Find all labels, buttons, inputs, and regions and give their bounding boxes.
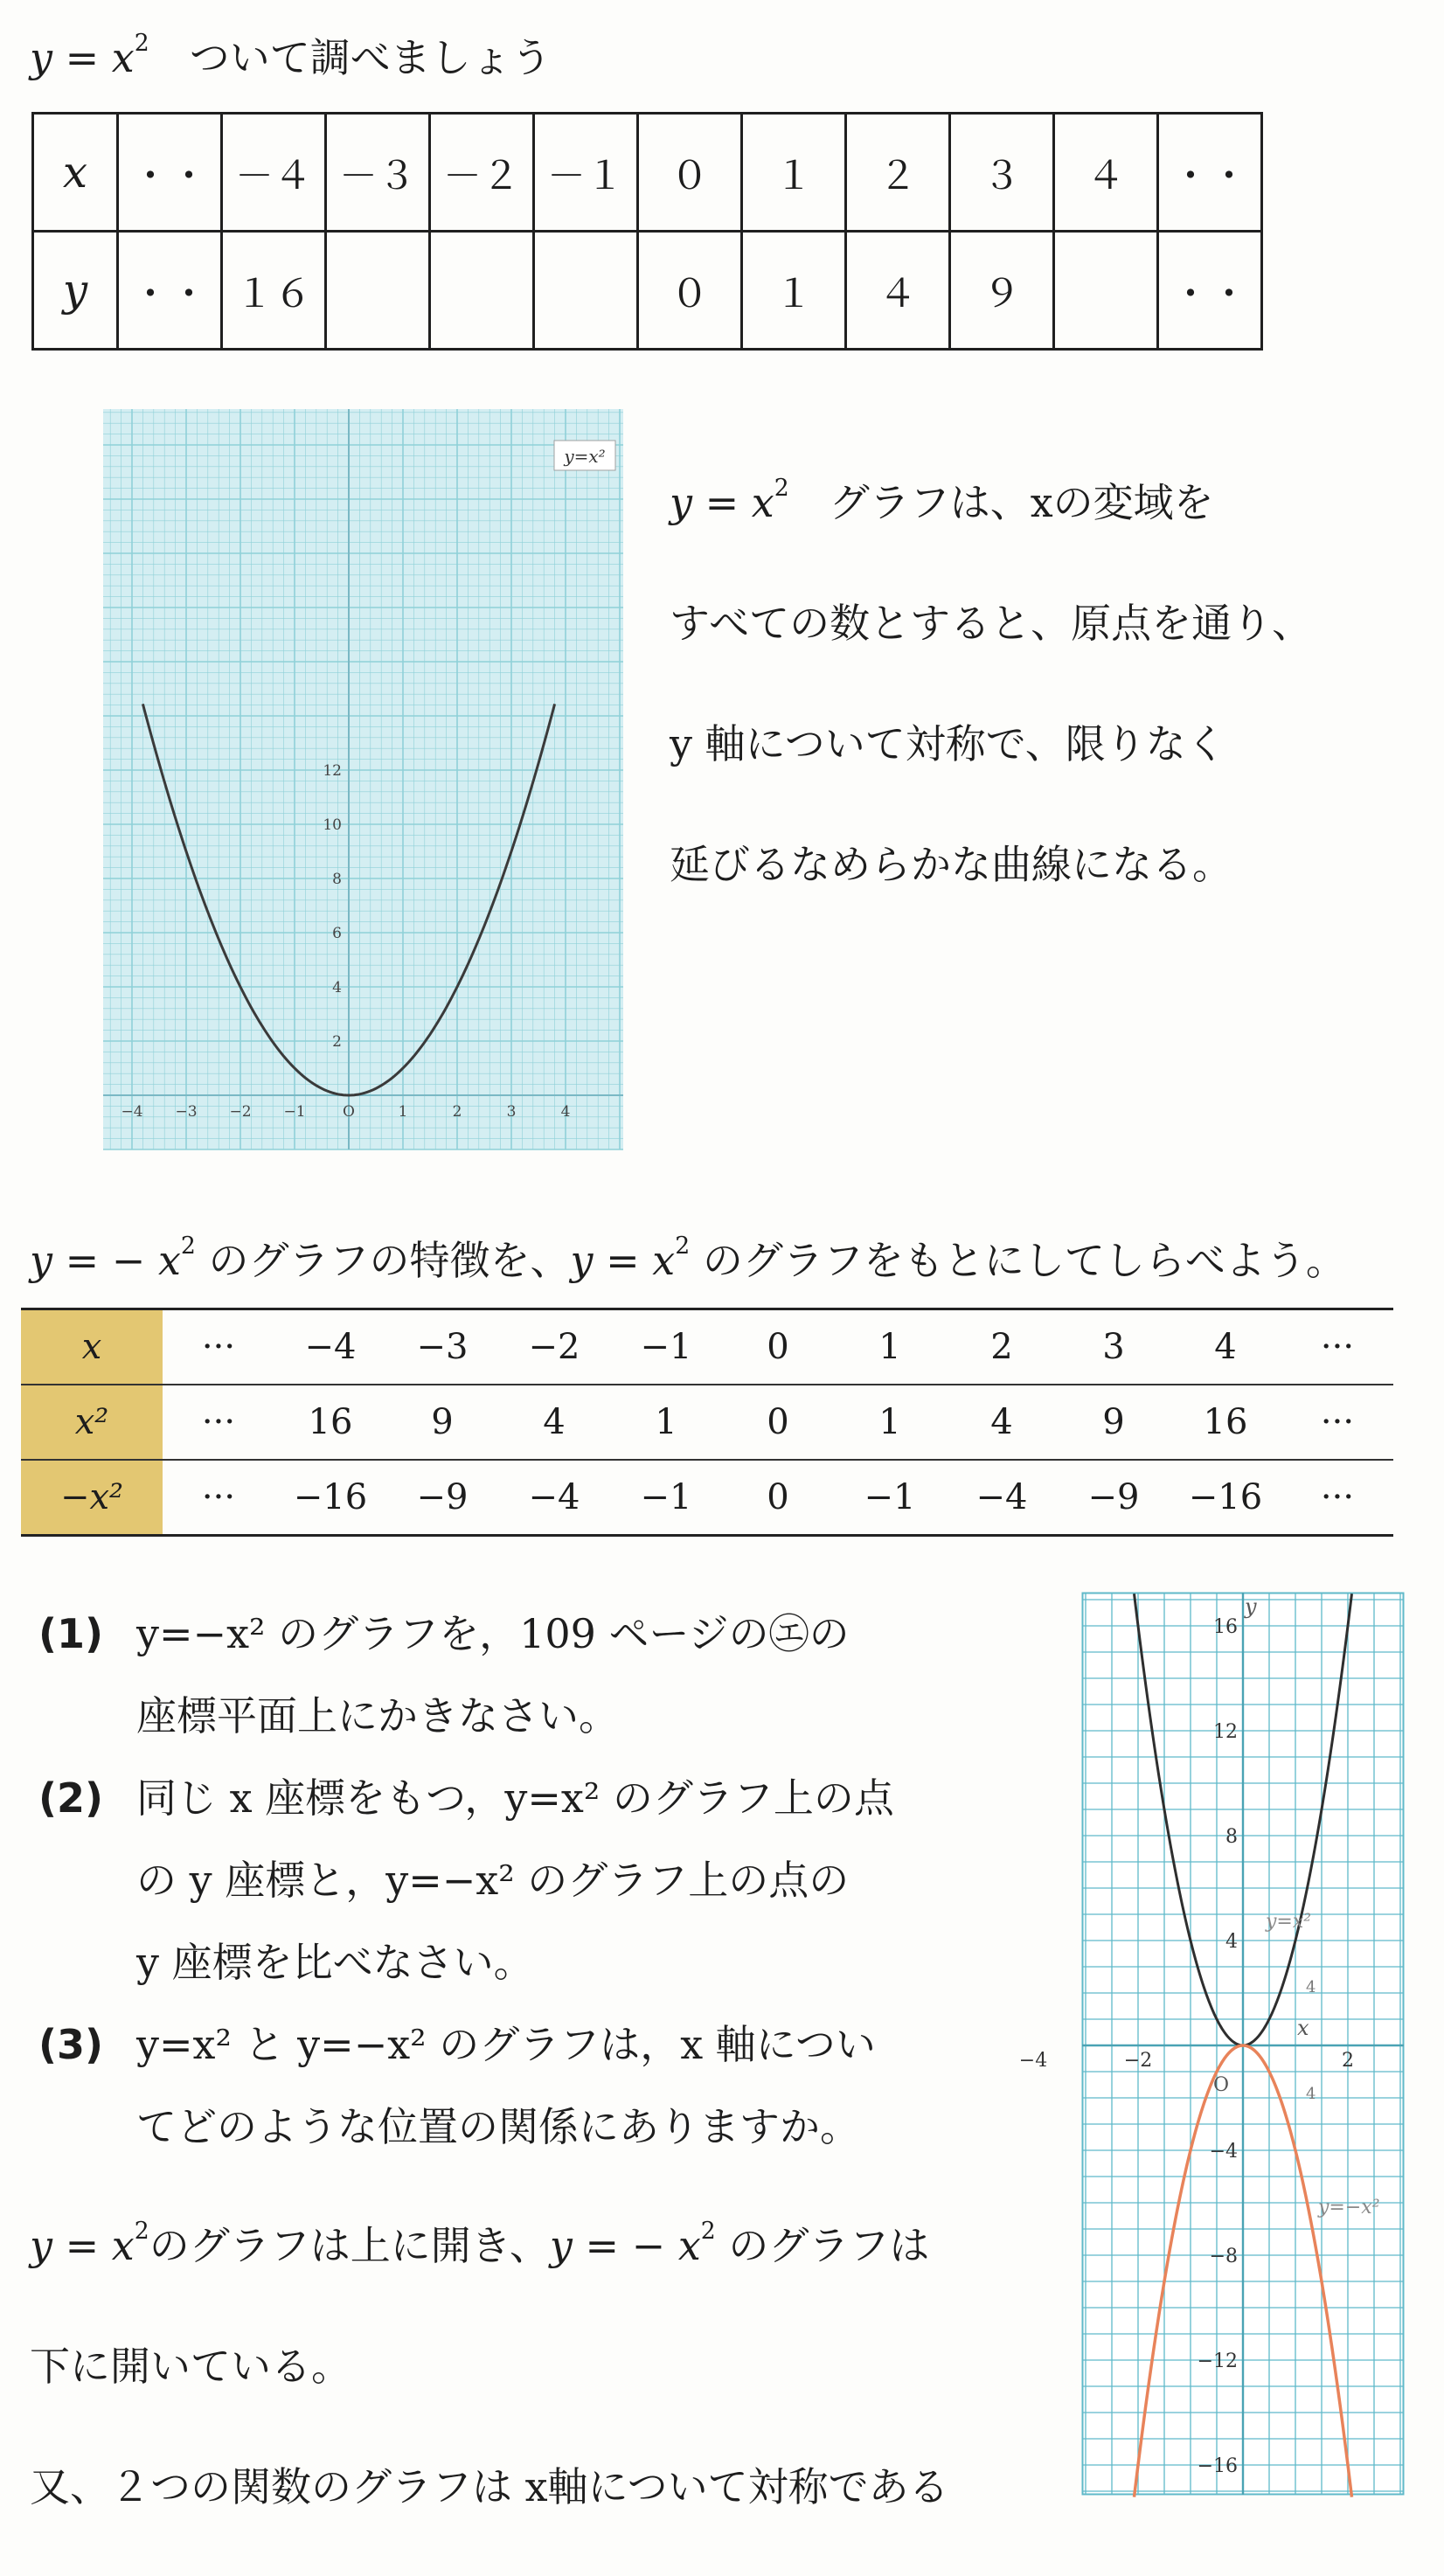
table-cell: １ <box>742 114 846 232</box>
question-3 <box>38 2003 1052 2168</box>
y-tick-label: 12 <box>323 762 342 780</box>
marker-label: 4 <box>1306 1978 1316 1996</box>
question-text: y=x² と y=−x² のグラフは，x 軸につい <box>136 2021 876 2068</box>
y-tick-label: −4 <box>1209 2141 1238 2163</box>
exponent: 2 <box>134 2218 149 2245</box>
table-cell: 9 <box>386 1385 498 1460</box>
y-axis-label: y <box>1245 1594 1257 1619</box>
x-tick-label: 3 <box>506 1103 517 1121</box>
table-cell: １６ <box>222 232 326 350</box>
graph1-svg <box>103 409 623 1149</box>
table-cell: ・・ <box>118 232 222 350</box>
formula: y = x <box>670 479 774 526</box>
table-cell: 4 <box>1170 1309 1281 1385</box>
formula: y = x <box>570 1237 676 1284</box>
formula: y = − x <box>549 2222 701 2269</box>
label-positive: y=x² <box>1266 1911 1312 1933</box>
table-cell: 0 <box>722 1309 834 1385</box>
table-cell: ··· <box>1281 1309 1393 1385</box>
answer-part: のグラフは <box>715 2222 930 2269</box>
exponent: 2 <box>675 1232 691 1260</box>
answer-line <box>30 2185 949 2306</box>
row-header-y: y <box>33 232 118 350</box>
description-line: y 軸について対称で、限りなく <box>670 720 1226 767</box>
table-cell: －３ <box>326 114 430 232</box>
table-cell: −16 <box>274 1460 386 1536</box>
question-list <box>38 1593 1052 2168</box>
table-cell: ··· <box>163 1460 274 1536</box>
question-2 <box>38 1757 1052 2003</box>
question-number: (2) <box>38 1774 104 1822</box>
table-row <box>21 1309 1393 1385</box>
table-cell: ··· <box>163 1309 274 1385</box>
table-cell: −9 <box>386 1460 498 1536</box>
x-tick-label: −2 <box>229 1103 252 1121</box>
table-cell: 2 <box>946 1309 1058 1385</box>
row-header: −x² <box>21 1460 163 1536</box>
x-tick-label: 1 <box>398 1103 408 1121</box>
table-cell: −2 <box>498 1309 610 1385</box>
x-square-table <box>21 1308 1393 1537</box>
question-text: y 座標を比べなさい。 <box>136 1939 534 1986</box>
table-row <box>21 1385 1393 1460</box>
section1-heading <box>30 26 552 84</box>
origin-label: O <box>1213 2074 1230 2096</box>
formula: y = − x <box>30 1237 181 1284</box>
table-cell: ４ <box>846 232 950 350</box>
x-tick-label: 2 <box>452 1103 462 1121</box>
table-cell: 0 <box>722 1460 834 1536</box>
table-cell <box>326 232 430 350</box>
xy-value-table <box>31 112 1263 351</box>
exponent: 2 <box>774 475 789 502</box>
table-row-y <box>33 232 1262 350</box>
table-cell: 16 <box>1170 1385 1281 1460</box>
description-line <box>670 442 1312 563</box>
y-tick-label: 4 <box>1225 1931 1238 1953</box>
y-tick-label: −16 <box>1197 2455 1238 2477</box>
table-cell: 4 <box>498 1385 610 1460</box>
table-row-x <box>33 114 1262 232</box>
table-cell: ··· <box>163 1385 274 1460</box>
description-text: グラフは、xの変域を <box>788 479 1214 526</box>
table-row <box>21 1460 1393 1536</box>
section2-heading <box>30 1229 1346 1287</box>
question-number: (3) <box>38 2021 104 2068</box>
x-tick-label: 2 <box>1342 2050 1354 2072</box>
table-cell: 16 <box>274 1385 386 1460</box>
graph-background <box>103 409 623 1149</box>
heading-text: のグラフをもとにしてしらべよう。 <box>690 1237 1346 1284</box>
x-tick-label: −2 <box>1123 2050 1153 2072</box>
table-cell: －４ <box>222 114 326 232</box>
graph-y-equals-x-squared <box>103 409 623 1149</box>
table-cell <box>534 232 638 350</box>
table-cell: −1 <box>834 1460 946 1536</box>
table-cell: ··· <box>1281 1385 1393 1460</box>
table-cell: ９ <box>950 232 1054 350</box>
description-line: 延びるなめらかな曲線になる。 <box>670 841 1232 888</box>
y-tick-label: 2 <box>332 1033 342 1051</box>
table-cell: ・・ <box>1158 232 1262 350</box>
row-header: x² <box>21 1385 163 1460</box>
table-cell: ２ <box>846 114 950 232</box>
table-cell: ··· <box>1281 1460 1393 1536</box>
table-cell: －２ <box>430 114 534 232</box>
question-text: 同じ x 座標をもつ，y=x² のグラフ上の点 <box>136 1774 894 1822</box>
question-text: の y 座標と，y=−x² のグラフ上の点の <box>136 1857 850 1904</box>
table-cell: −4 <box>498 1460 610 1536</box>
question-number: (1) <box>38 1610 104 1657</box>
table-cell: ・・ <box>118 114 222 232</box>
table-cell: −1 <box>610 1460 722 1536</box>
table-cell: ４ <box>1054 114 1158 232</box>
table-cell: −1 <box>610 1309 722 1385</box>
table-cell: ３ <box>950 114 1054 232</box>
answer-line: 又、２つの関数のグラフは x軸について対称である <box>30 2463 949 2510</box>
origin-label: O <box>343 1103 355 1121</box>
label-negative: y=−x² <box>1318 2197 1380 2218</box>
table-cell: 9 <box>1058 1385 1170 1460</box>
heading-text: ついて調べましょう <box>149 34 552 81</box>
x-tick-label: 4 <box>560 1103 571 1121</box>
table-cell: 1 <box>834 1385 946 1460</box>
x-tick-label: −4 <box>121 1103 143 1121</box>
y-tick-label: 16 <box>1213 1616 1238 1638</box>
x-tick-label: −3 <box>175 1103 198 1121</box>
exponent: 2 <box>700 2218 716 2245</box>
x-tick-label: −4 <box>1018 2050 1048 2072</box>
table-cell: 1 <box>610 1385 722 1460</box>
table-cell <box>430 232 534 350</box>
answer-text <box>30 2185 949 2547</box>
table-cell: ０ <box>638 114 742 232</box>
formula: y = x <box>30 2222 135 2269</box>
y-tick-label: 8 <box>332 871 342 888</box>
table-cell: −4 <box>946 1460 1058 1536</box>
graph-description <box>670 442 1312 925</box>
table-cell: ・・ <box>1158 114 1262 232</box>
graph-x-squared-vs-negative <box>1018 1593 1404 2495</box>
table-cell <box>1054 232 1158 350</box>
table-cell: １ <box>742 232 846 350</box>
curve-label: y=x² <box>564 446 606 467</box>
y-tick-label: 8 <box>1225 1826 1238 1848</box>
row-header: x <box>21 1309 163 1385</box>
x-tick-label: −1 <box>283 1103 306 1121</box>
table-cell: 1 <box>834 1309 946 1385</box>
table-cell: －１ <box>534 114 638 232</box>
marker-label: 4 <box>1306 2085 1316 2103</box>
question-text: てどのような位置の関係にありますか。 <box>136 2103 860 2150</box>
table-cell: 3 <box>1058 1309 1170 1385</box>
table-cell: ０ <box>638 232 742 350</box>
answer-line: 下に開いている。 <box>30 2343 351 2390</box>
table-cell: 4 <box>946 1385 1058 1460</box>
question-text: y=−x² のグラフを，109 ページの㋓の <box>136 1610 850 1657</box>
y-tick-label: 10 <box>323 816 342 834</box>
heading-formula: y = x <box>30 34 135 81</box>
y-tick-label: −12 <box>1197 2350 1238 2372</box>
table-cell: −9 <box>1058 1460 1170 1536</box>
y-tick-label: 12 <box>1213 1721 1238 1743</box>
y-tick-label: 4 <box>332 979 342 996</box>
y-tick-label: 6 <box>332 925 342 942</box>
table-cell: −4 <box>274 1309 386 1385</box>
graph2-svg <box>1018 1593 1404 2495</box>
row-header-x: x <box>33 114 118 232</box>
heading-text: のグラフの特徴を、 <box>195 1237 571 1284</box>
table-cell: 0 <box>722 1385 834 1460</box>
answer-part: のグラフは上に開き、 <box>149 2222 550 2269</box>
question-text: 座標平面上にかきなさい。 <box>136 1692 619 1739</box>
exponent: 2 <box>180 1232 196 1260</box>
table-cell: −3 <box>386 1309 498 1385</box>
table-cell: −16 <box>1170 1460 1281 1536</box>
question-1 <box>38 1593 1052 1757</box>
description-line: すべての数とすると、原点を通り、 <box>670 600 1313 647</box>
y-tick-label: −8 <box>1209 2246 1238 2267</box>
heading-exponent: 2 <box>134 30 149 57</box>
x-axis-label: x <box>1297 2016 1309 2040</box>
